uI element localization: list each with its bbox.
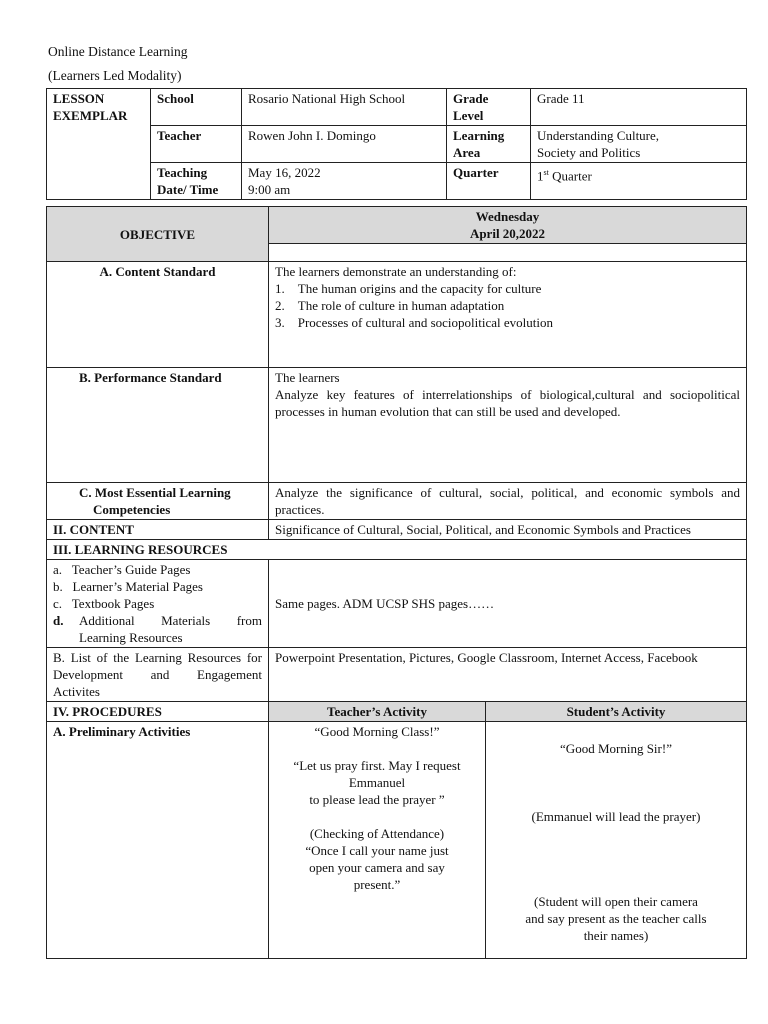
- resource-item-d: [53, 612, 262, 646]
- lesson-plan-table: [46, 206, 747, 959]
- performance-label-text: B. Performance Standard: [79, 370, 222, 385]
- teacher-greeting: “Good Morning Class!”: [314, 724, 440, 739]
- resource-d-letter: d.: [53, 613, 64, 628]
- melc-label: [47, 483, 269, 520]
- content-standard-label-text: A. Content Standard: [99, 264, 216, 279]
- teacher-value: Rowen John I. Domingo: [242, 126, 447, 163]
- document-title: Online Distance Learning: [48, 44, 188, 59]
- lesson-label-1: LESSON: [53, 91, 105, 106]
- quarter-rest: Quarter: [548, 168, 592, 184]
- date-header: [269, 207, 747, 244]
- teacher-activity-cell: [269, 722, 486, 959]
- content-label: II. CONTENT: [47, 520, 269, 540]
- resources-value: Same pages. ADM UCSP SHS pages……: [269, 560, 747, 648]
- lesson-info-table: [46, 88, 747, 200]
- objective-header: OBJECTIVE: [47, 207, 269, 262]
- procedures-label: IV. PROCEDURES: [47, 702, 269, 722]
- school-value: Rosario National High School: [242, 89, 447, 126]
- teacher-camera-1: “Once I call your name just: [305, 843, 449, 858]
- modality-subtitle: (Learners Led Modality): [48, 68, 182, 83]
- area-value-1: Understanding Culture,: [537, 128, 660, 143]
- content-standard-intro: The learners demonstrate an understanding of:: [275, 264, 517, 279]
- list-item: 2. The role of culture in human adaptation: [275, 298, 505, 313]
- date-label-2: Date/ Time: [157, 182, 219, 197]
- performance-standard-cell: [269, 368, 747, 483]
- student-camera-1: (Student will open their camera: [534, 894, 698, 909]
- date-value-1: May 16, 2022: [248, 165, 321, 180]
- resource-item: c. Textbook Pages: [53, 596, 155, 611]
- lesson-exemplar-label: [47, 89, 151, 200]
- resource-item: b. Learner’s Material Pages: [53, 579, 203, 594]
- grade-value: Grade 11: [531, 89, 747, 126]
- performance-standard-label: [47, 368, 269, 483]
- teacher-prayer-3: to please lead the prayer ”: [309, 792, 445, 807]
- grade-label-2: Level: [453, 108, 484, 123]
- teaching-date-label: [151, 163, 242, 200]
- resource-item: a. Teacher’s Guide Pages: [53, 562, 191, 577]
- quarter-sup: st: [543, 168, 549, 177]
- day-label: Wednesday: [475, 209, 540, 224]
- student-camera-3: their names): [583, 928, 649, 943]
- learning-resources-label: III. LEARNING RESOURCES: [47, 540, 747, 560]
- teacher-label: Teacher: [151, 126, 242, 163]
- quarter-num: 1: [537, 168, 544, 184]
- date-label-1: Teaching: [157, 165, 208, 180]
- learning-area-label: [447, 126, 531, 163]
- content-standard-cell: [269, 262, 747, 368]
- teacher-camera-3: present.”: [353, 877, 401, 892]
- content-standard-label: [47, 262, 269, 368]
- list-resources-value: Powerpoint Presentation, Pictures, Google Classroom, Internet Access, Facebook: [269, 648, 747, 702]
- grade-label-1: Grade: [453, 91, 489, 106]
- date-label: April 20,2022: [469, 226, 546, 241]
- student-activity-cell: [486, 722, 747, 959]
- melc-text: Analyze the significance of cultural, social, political, and economic symbols and practices.: [269, 483, 747, 520]
- teacher-activity-header: Teacher’s Activity: [269, 702, 486, 722]
- student-camera-2: and say present as the teacher calls: [525, 911, 707, 926]
- area-label-1: Learning: [453, 128, 505, 143]
- list-item: 3. Processes of cultural and sociopolitical evolution: [275, 315, 553, 330]
- lesson-label-2: EXEMPLAR: [53, 108, 128, 123]
- teacher-attendance: (Checking of Attendance): [309, 826, 445, 841]
- date-value-2: 9:00 am: [248, 182, 291, 197]
- content-text: Significance of Cultural, Social, Political, and Economic Symbols and Practices: [269, 520, 747, 540]
- resources-list-cell: [47, 560, 269, 648]
- area-value-2: Society and Politics: [537, 145, 641, 160]
- quarter-label: Quarter: [447, 163, 531, 200]
- grade-level-label: [447, 89, 531, 126]
- melc-label-2: Competencies: [93, 502, 171, 517]
- student-greeting: “Good Morning Sir!”: [560, 741, 672, 756]
- school-label: School: [151, 89, 242, 126]
- content-standard-list: [275, 280, 740, 331]
- teacher-prayer-1: “Let us pray first. May I request: [293, 758, 461, 773]
- blank-row: [269, 244, 747, 262]
- teacher-camera-2: open your camera and say: [309, 860, 445, 875]
- resource-d-text: Additional Materials from Learning Resources: [79, 613, 262, 645]
- performance-text: Analyze key features of interrelationships of biological,cultural and sociopolitical processes in human evolution that can still be used and developed.: [275, 387, 740, 419]
- student-activity-header: Student’s Activity: [486, 702, 747, 722]
- teaching-date-value: [242, 163, 447, 200]
- preliminary-label: A. Preliminary Activities: [47, 722, 269, 959]
- performance-intro: The learners: [275, 370, 340, 385]
- teacher-prayer-2: Emmanuel: [348, 775, 406, 790]
- student-prayer: (Emmanuel will lead the prayer): [531, 809, 701, 824]
- list-item: 1. The human origins and the capacity for culture: [275, 281, 542, 296]
- melc-label-1: C. Most Essential Learning: [79, 485, 231, 500]
- learning-area-value: [531, 126, 747, 163]
- area-label-2: Area: [453, 145, 481, 160]
- list-resources-label: B. List of the Learning Resources for Development and Engagement Activites: [47, 648, 269, 702]
- quarter-value: [531, 163, 747, 200]
